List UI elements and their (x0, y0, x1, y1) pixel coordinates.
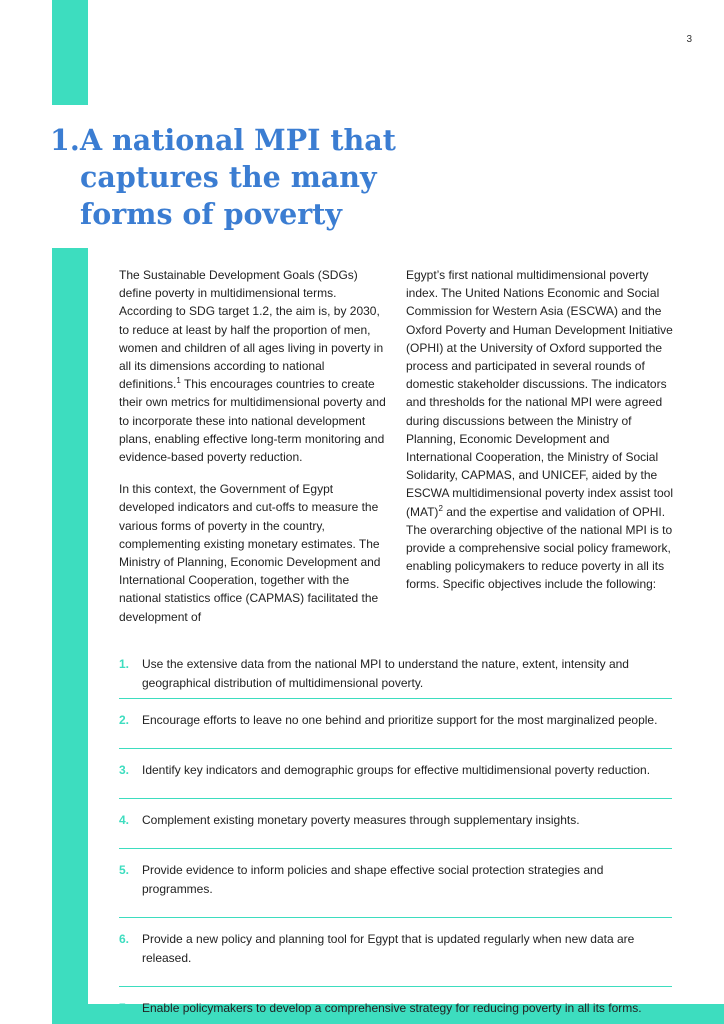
objective-number: 1. (119, 657, 130, 671)
objective-item (119, 699, 672, 749)
objective-number: 5. (119, 863, 130, 877)
left-paragraph-1 (119, 266, 387, 466)
left-column (119, 266, 387, 640)
left-paragraph-1-text: The Sustainable Development Goals (SDGs) define poverty in multidimensional terms. According to SDG target 1.2, the aim is, by 2030, to reduce at least by half the proportion of men, women and children of all ages living in poverty in all its dimensions according to national definitions. (119, 268, 384, 392)
heading-line-1: A national MPI that (80, 123, 396, 157)
objective-number: 6. (119, 932, 130, 946)
objective-item (119, 655, 672, 699)
left-paragraph-1-cont: This encourages countries to create their own metrics for multidimensional poverty and to incorporate these into national development plans, enabling effective long-term monitoring and evidence-based poverty reduction. (119, 377, 386, 465)
objective-number: 2. (119, 713, 130, 727)
objective-item (119, 987, 672, 1018)
decorative-top-bar (52, 0, 88, 105)
right-column (406, 266, 674, 608)
section-number: 1. (50, 123, 80, 157)
objective-item (119, 849, 672, 918)
section-heading (50, 122, 430, 233)
objectives-list (119, 655, 672, 1018)
objective-text: Provide a new policy and planning tool for Egypt that is updated regularly when new data are released. (142, 932, 635, 965)
right-paragraph-1a: Egypt’s first national multidimensional poverty index. The United Nations Economic and Social Commission for Western Asia (ESCWA) and the Oxford Poverty and Human Development Initiative (OPHI) at the University of Oxford supported the process and participated in several rounds of domestic stakeholder discussions. The indicators and thresholds for the national MPI were agreed during discussions between the Ministry of Planning, Economic Development and International Cooperation, the Ministry of Social Solidarity, CAPMAS, and UNICEF, aided by the ESCWA multidimensional poverty index assist tool (MAT) (406, 268, 673, 519)
objective-item (119, 799, 672, 849)
objective-item (119, 749, 672, 799)
left-paragraph-2: In this context, the Government of Egypt developed indicators and cut-offs to measure the various forms of poverty in the country, complementing existing monetary estimates. The Ministry of Planning, Economic Development and International Cooperation, together with the national statistics office (CAPMAS) facilitated the development of (119, 482, 381, 624)
heading-line-3: forms of poverty (80, 197, 342, 231)
footnote-ref-1[interactable]: 1 (176, 376, 181, 386)
objective-text: Enable policymakers to develop a comprehensive strategy for reducing poverty in all its forms. (142, 1001, 642, 1015)
objective-text: Identify key indicators and demographic groups for effective multidimensional poverty reduction. (142, 763, 651, 777)
objective-number: 3. (119, 763, 130, 777)
decorative-left-bar (52, 248, 88, 1024)
objective-text: Complement existing monetary poverty measures through supplementary insights. (142, 813, 580, 827)
objective-number: 4. (119, 813, 130, 827)
footnote-ref-2[interactable]: 2 (438, 503, 443, 513)
objective-item (119, 918, 672, 987)
objective-text: Provide evidence to inform policies and shape effective social protection strategies and programmes. (142, 863, 604, 896)
right-paragraph-1 (406, 266, 674, 594)
objective-text: Use the extensive data from the national MPI to understand the nature, extent, intensity and geographical distribution of multidimensional poverty. (142, 657, 629, 690)
heading-line-2: captures the many (80, 160, 377, 194)
objective-text: Encourage efforts to leave no one behind and prioritize support for the most marginalized people. (142, 713, 658, 727)
page-number: 3 (686, 34, 692, 45)
right-paragraph-1b: and the expertise and validation of OPHI. The overarching objective of the national MPI is to provide a comprehensive social policy framework, enabling policymakers to reduce poverty in all its forms. Specific objectives include the following: (406, 504, 673, 592)
objective-number: 7. (119, 1001, 130, 1015)
